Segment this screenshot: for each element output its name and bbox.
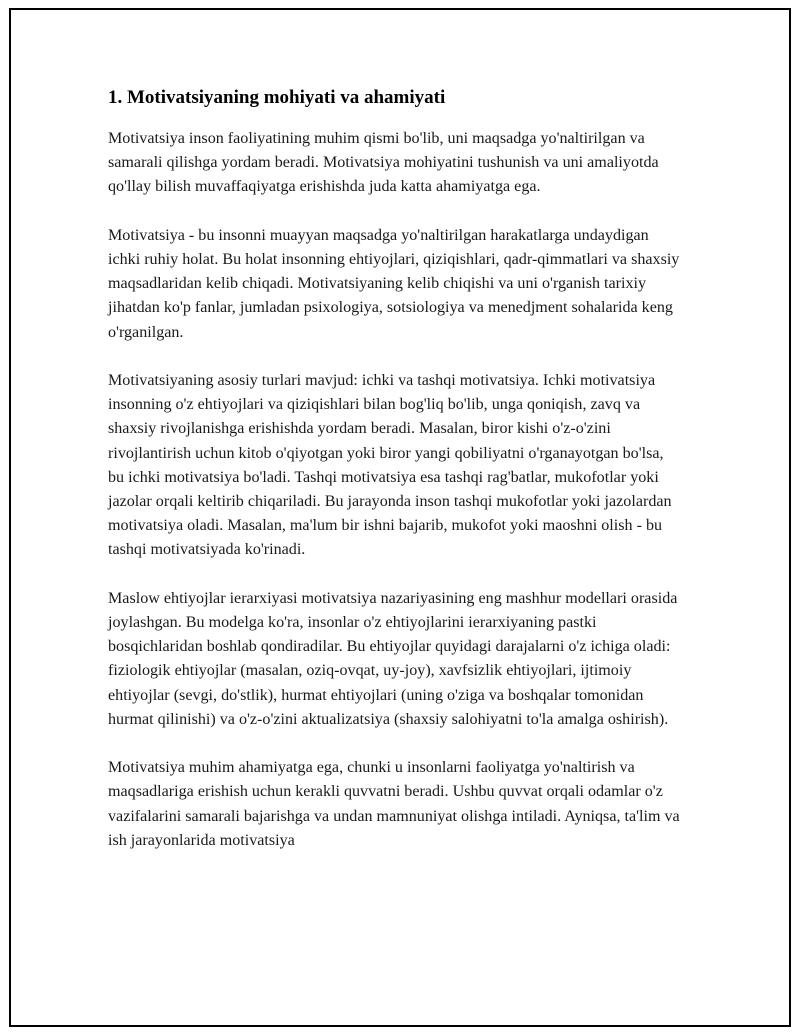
paragraph-intro: Motivatsiya inson faoliyatining muhim qismi bo'lib, uni maqsadga yo'naltirilgan va samarali qilishga yordam beradi. Motivatsiya mohiyatini tushunish va uni amaliyotda qo'llay bilish muvaffaqiyatga erishishda juda katta ahamiyatga ega.	[108, 130, 659, 196]
section-heading: 1. Motivatsiyaning mohiyati va ahamiyati	[108, 87, 446, 108]
paragraph-maslow: Maslow ehtiyojlar ierarxiyasi motivatsiya nazariyasining eng mashhur modellari orasida joylashgan. Bu modelga ko'ra, insonlar o'z ehtiyojlarini ierarxiyaning pastki bosqichlaridan boshlab qondiradilar. Bu ehtiyojlar quyidagi darajalarni o'z ichiga oladi: fiziologik ehtiyojlar (masalan, oziq-ovqat, uy-joy), xavfsizlik ehtiyojlari, ijtimoiy ehtiyojlar (sevgi, do'stlik), hurmat ehtiyojlari (uning o'ziga va boshqalar tomonidan hurmat qilinishi) va o'z-o'zini aktualizatsiya (shaxsiy salohiyatni to'la amalga oshirish).	[108, 589, 678, 728]
paragraph-types: Motivatsiyaning asosiy turlari mavjud: ichki va tashqi motivatsiya. Ichki motivatsiya insonning o'z ehtiyojlari va qiziqishlari bilan bog'liq bo'lib, unga qoniqish, zavq va shaxsiy rivojlanishga erishishda yordam beradi. Masalan, biror kishi o'z-o'zini rivojlantirish uchun kitob o'qiyotgan yoki biror yangi qobiliyatni o'rganayotgan bo'lsa, bu ichki motivatsiya bo'ladi. Tashqi motivatsiya esa tashqi rag'batlar, mukofotlar yoki jazolar orqali keltirib chiqariladi. Bu jarayonda inson tashqi mukofotlar yoki jazolardan motivatsiya oladi. Masalan, ma'lum bir ishni bajarib, mukofot yoki maoshni olish - bu tashqi motivatsiyada ko'rinadi.	[108, 372, 672, 559]
paragraph-importance: Motivatsiya muhim ahamiyatga ega, chunki u insonlarni faoliyatga yo'naltirish va maqsadlariga erishish uchun kerakli quvvatni beradi. Ushbu quvvat orqali odamlar o'z vazifalarini samarali bajarishga va undan mamnuniyat olishga intiladi. Ayniqsa, ta'lim va ish jarayonlarida motivatsiya	[108, 759, 680, 849]
paragraph-definition: Motivatsiya - bu insonni muayyan maqsadga yo'naltirilgan harakatlarga undaydigan ichki ruhiy holat. Bu holat insonning ehtiyojlari, qiziqishlari, qadr-qimmatlari va shaxsiy maqsadlaridan kelib chiqadi. Motivatsiyaning kelib chiqishi va uni o'rganish tarixiy jihatdan ko'p fanlar, jumladan psixologiya, sotsiologiya va menedjment sohalarida keng o'rganilgan.	[108, 226, 680, 341]
document-body	[108, 86, 682, 877]
